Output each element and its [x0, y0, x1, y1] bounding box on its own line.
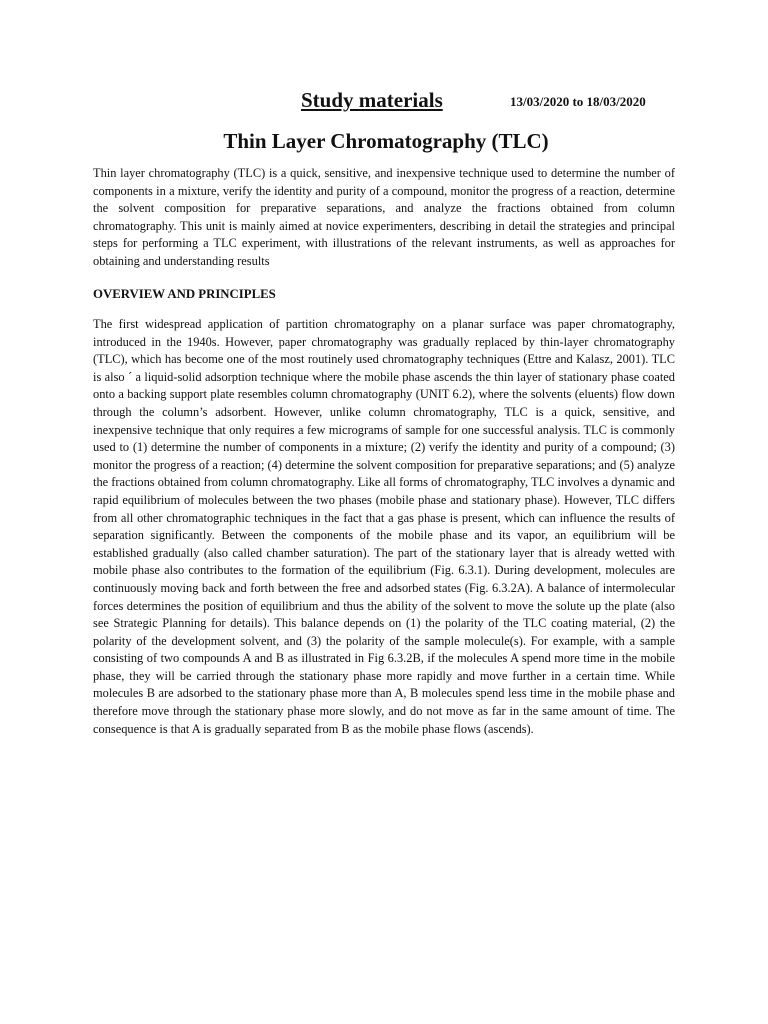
date-range: 13/03/2020 to 18/03/2020	[510, 94, 646, 109]
body-paragraph: The first widespread application of partition chromatography on a planar surface was paper chromatography, introduced in the 1940s. However, paper chromatography was gradually replaced by thin-layer chromatography (TLC), which has become one of the most routinely used chromatography techniques (Ettre and Kalasz, 2001). TLC is also ´ a liquid-solid adsorption technique where the mobile phase ascends the thin layer of stationary phase coated onto a backing support plate resembles column chromatography (UNIT 6.2), where the solvents (eluents) flow down through the column’s adsorbent. However, unlike column chromatography, TLC is a quick, sensitive, and inexpensive technique that only requires a few micrograms of sample for one successful analysis. TLC is commonly used to (1) determine the number of components in a mixture; (2) verify the identity and purity of a compound; (3) monitor the progress of a reaction; (4) determine the solvent composition for preparative separations; and (5) analyze the fractions obtained from column chromatography. Like all forms of chromatography, TLC involves a dynamic and rapid equilibrium of molecules between the two phases (mobile phase and stationary phase). However, TLC differs from all other chromatographic techniques in the fact that a gas phase is present, which can influence the results of separation significantly. Between the components of the mobile phase and its vapor, an equilibrium will be established gradually (also called chamber saturation). The part of the stationary layer that is already wetted with mobile phase also contributes to the formation of the equilibrium (Fig. 6.3.1). During development, molecules are continuously moving back and forth between the free and adsorbed states (Fig. 6.3.2A). A balance of intermolecular forces determines the position of equilibrium and thus the ability of the solvent to move the solute up the plate (also see Strategic Planning for details). This balance depends on (1) the polarity of the TLC coating material, (2) the polarity of the development solvent, and (3) the polarity of the sample molecule(s). For example, with a sample consisting of two compounds A and B as illustrated in Fig 6.3.2B, if the molecules A spend more time in the mobile phase, they will be carried through the stationary phase more rapidly and move further in a certain time. While molecules B are adsorbed to the stationary phase more than A, B molecules spend less time in the mobile phase and therefore move through the stationary phase more slowly, and do not move as far in the same amount of time. The consequence is that A is gradually separated from B as the mobile phase flows (ascends).	[93, 317, 675, 736]
intro-paragraph: Thin layer chromatography (TLC) is a quick, sensitive, and inexpensive technique used to determine the number of components in a mixture, verify the identity and purity of a compound, monitor the progress of a reaction, determine the solvent composition for preparative separations, and analyze the fractions obtained from column chromatography. This unit is mainly aimed at novice experimenters, describing in detail the strategies and principal steps for performing a TLC experiment, with illustrations of the relevant instruments, as well as approaches for obtaining and understanding results	[93, 166, 675, 268]
study-materials-heading: Study materials	[301, 88, 443, 112]
section-heading: OVERVIEW AND PRINCIPLES	[93, 287, 276, 301]
document-header	[93, 88, 675, 116]
document-title: Thin Layer Chromatography (TLC)	[223, 129, 549, 153]
